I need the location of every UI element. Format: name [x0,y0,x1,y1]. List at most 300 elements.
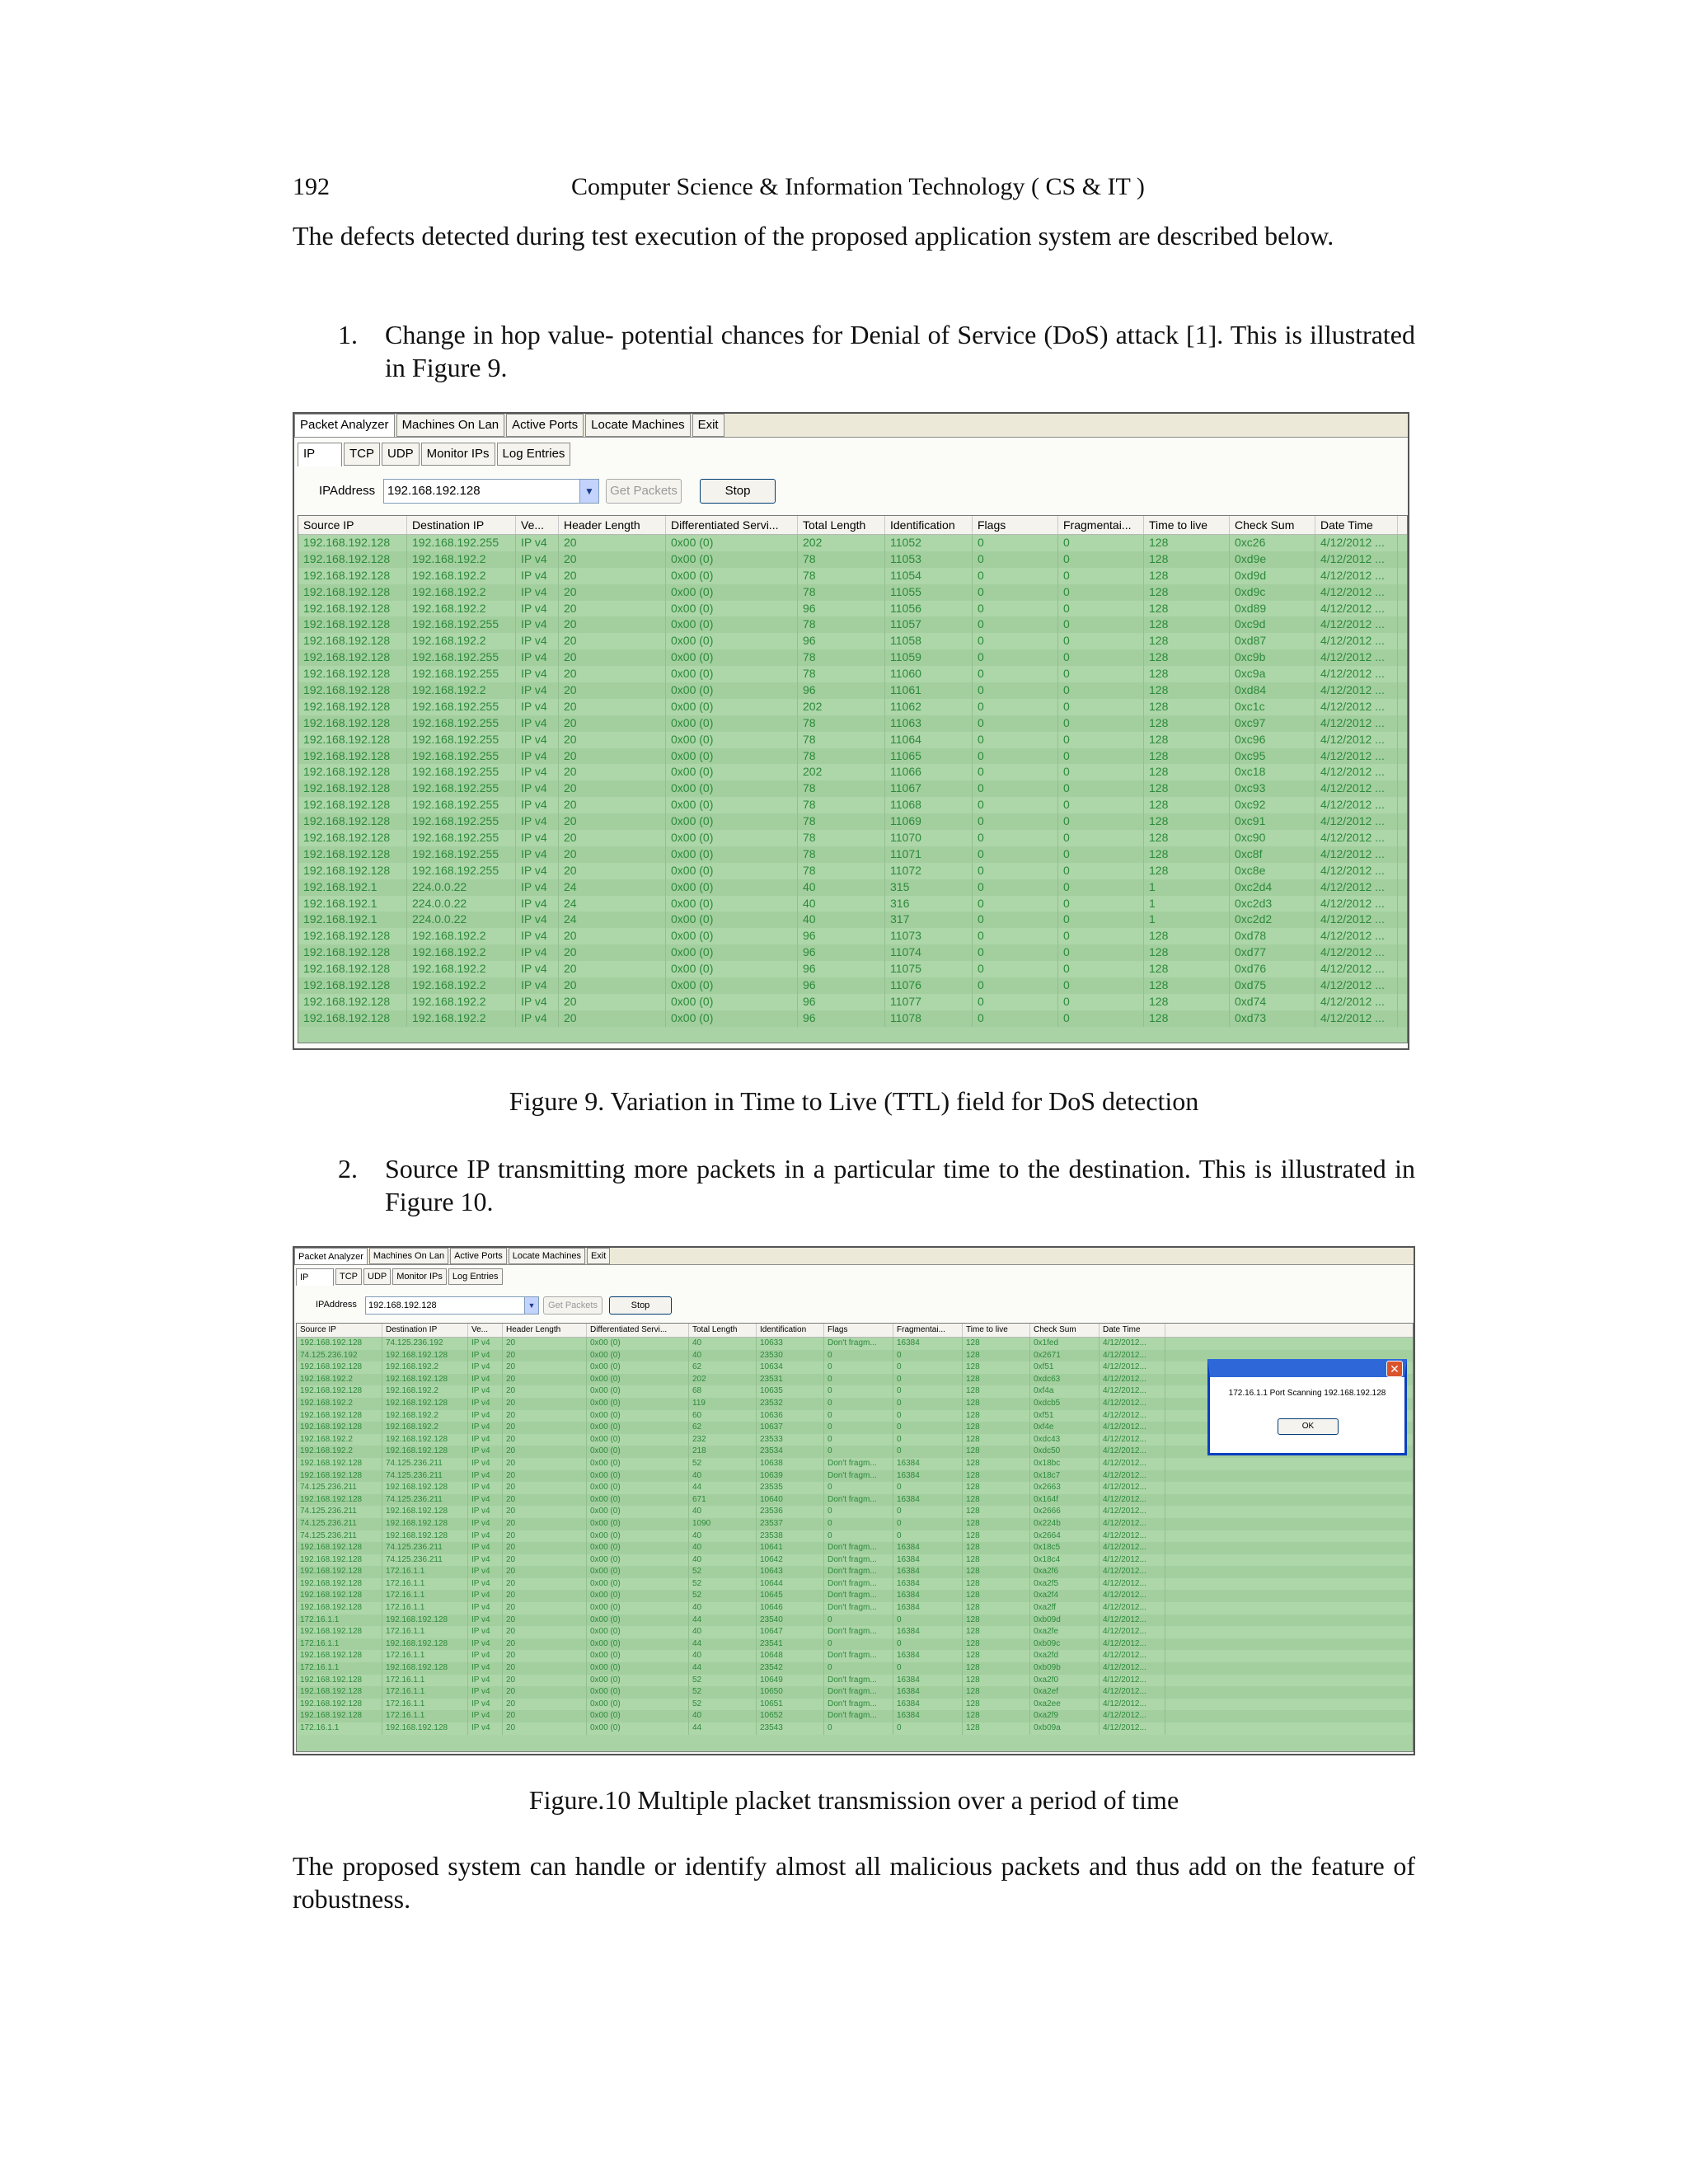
table-cell: 192.168.192.1 [298,896,407,912]
table-row[interactable] [297,1710,1413,1722]
table-cell: 0 [973,830,1058,846]
get-packets-button[interactable]: Get Packets [543,1296,603,1315]
table-cell: 0 [1058,813,1144,830]
table-cell: 0x00 (0) [587,1686,689,1699]
table-cell: IP v4 [516,748,559,765]
table-cell: 1 [1144,896,1230,912]
table-row[interactable] [297,1494,1413,1507]
tab-machines-on-lan[interactable]: Machines On Lan [396,414,505,437]
column-header[interactable]: Fragmentai... [1058,516,1144,534]
table-row[interactable] [298,682,1407,699]
table-cell: 96 [798,944,885,961]
tab-ip[interactable]: IP [296,1268,334,1286]
table-cell: 192.168.192.2 [407,584,516,601]
table-row[interactable] [298,797,1407,813]
tab-active-ports[interactable]: Active Ports [506,414,584,437]
table-row[interactable] [297,1338,1413,1350]
table-cell: 192.168.192.128 [298,601,407,617]
table-cell: 4/12/2012... [1100,1602,1165,1615]
table-cell: 172.16.1.1 [297,1615,382,1627]
table-cell: 4/12/2012... [1100,1494,1165,1507]
packet-grid[interactable] [298,515,1408,1043]
table-cell: 0 [973,764,1058,780]
table-cell: 74.125.236.211 [382,1554,468,1567]
table-cell: 20 [559,813,666,830]
table-cell: 20 [503,1422,587,1434]
table-cell: IP v4 [516,977,559,994]
table-cell: 0 [1058,616,1144,633]
table-cell: 0xa2fd [1030,1650,1100,1662]
tab-udp[interactable]: UDP [363,1268,391,1285]
table-cell: 0 [893,1361,963,1374]
table-cell: 0xa2f9 [1030,1710,1100,1722]
table-cell: 4/12/2012... [1100,1662,1165,1675]
column-header[interactable]: Flags [824,1324,893,1337]
table-row[interactable] [298,601,1407,617]
table-cell: 10635 [757,1385,824,1398]
table-cell: 16384 [893,1686,963,1699]
column-header[interactable]: Total Length [689,1324,757,1337]
table-cell: 78 [798,584,885,601]
table-row[interactable] [297,1615,1413,1627]
table-cell: 192.168.192.128 [298,977,407,994]
table-cell: IP v4 [468,1518,503,1530]
table-cell: 128 [1144,797,1230,813]
column-header[interactable]: Time to live [963,1324,1030,1337]
table-cell: 192.168.192.128 [297,1566,382,1578]
table-cell: 20 [503,1602,587,1615]
table-cell: 10644 [757,1578,824,1591]
table-cell: 192.168.192.255 [407,699,516,715]
column-header[interactable]: Header Length [559,516,666,534]
table-row[interactable] [298,780,1407,797]
table-row[interactable] [298,977,1407,994]
table-cell: 78 [798,649,885,666]
table-row[interactable] [297,1722,1413,1735]
table-row[interactable] [297,1578,1413,1591]
table-row[interactable] [298,830,1407,846]
table-cell: 192.168.192.255 [407,748,516,765]
table-row[interactable] [297,1675,1413,1687]
table-cell: IP v4 [516,961,559,977]
table-cell: 16384 [893,1338,963,1350]
table-cell: 317 [885,912,973,928]
table-row[interactable] [297,1650,1413,1662]
table-cell: IP v4 [516,699,559,715]
table-cell: 78 [798,846,885,863]
table-row[interactable] [298,699,1407,715]
table-cell: 96 [798,601,885,617]
table-row[interactable] [298,912,1407,928]
tab-tcp[interactable]: TCP [335,1268,362,1285]
stop-button[interactable]: Stop [700,479,776,504]
table-cell: IP v4 [516,535,559,551]
table-cell: 0 [973,863,1058,879]
chevron-down-icon[interactable]: ▼ [579,480,598,503]
table-cell: IP v4 [468,1361,503,1374]
close-icon[interactable]: ✕ [1386,1361,1403,1377]
table-cell: Don't fragm... [824,1542,893,1554]
table-cell: 4/12/2012 ... [1315,649,1398,666]
main-tabs [294,414,726,437]
table-row[interactable] [297,1638,1413,1651]
table-cell: 192.168.192.128 [298,732,407,748]
table-cell: 0 [1058,780,1144,797]
table-cell: 20 [503,1446,587,1458]
sub-tabs [296,1268,504,1291]
table-cell: 4/12/2012 ... [1315,535,1398,551]
table-cell: 4/12/2012... [1100,1626,1165,1638]
table-cell: 202 [798,535,885,551]
table-cell: IP v4 [516,666,559,682]
table-cell: 192.168.192.2 [407,633,516,649]
table-cell: 11055 [885,584,973,601]
table-row[interactable] [297,1530,1413,1543]
tab-tcp[interactable]: TCP [344,443,380,466]
column-header[interactable]: Source IP [297,1324,382,1337]
table-cell: 128 [1144,846,1230,863]
tab-machines-on-lan[interactable]: Machines On Lan [369,1248,448,1264]
tab-packet-analyzer[interactable]: Packet Analyzer [294,1248,368,1265]
table-cell: 315 [885,879,973,896]
column-header[interactable]: Date Time [1315,516,1398,534]
table-row[interactable] [298,1010,1407,1027]
table-cell: 0x00 (0) [587,1350,689,1362]
column-header[interactable]: Identification [885,516,973,534]
table-cell: 0 [1058,977,1144,994]
tab-monitor-ips[interactable]: Monitor IPs [392,1268,447,1285]
tab-exit[interactable]: Exit [587,1248,610,1264]
table-cell: 0 [973,732,1058,748]
table-cell: 10640 [757,1494,824,1507]
table-cell: 0xdc43 [1030,1434,1100,1446]
column-header[interactable]: Flags [973,516,1058,534]
table-cell: 0 [893,1374,963,1386]
table-cell: IP v4 [468,1626,503,1638]
table-row[interactable] [297,1566,1413,1578]
table-cell: 192.168.192.128 [298,1010,407,1027]
table-row[interactable] [298,863,1407,879]
column-header[interactable]: Source IP [298,516,407,534]
table-cell: 0x00 (0) [666,551,798,568]
table-cell: 20 [503,1338,587,1350]
table-row[interactable] [298,928,1407,944]
table-cell: 192.168.192.128 [298,748,407,765]
table-cell: 16384 [893,1542,963,1554]
get-packets-button[interactable]: Get Packets [606,479,682,504]
table-row[interactable] [298,896,1407,912]
table-cell: IP v4 [468,1578,503,1591]
table-row[interactable] [298,944,1407,961]
table-cell: 172.16.1.1 [382,1602,468,1615]
table-cell: Don't fragm... [824,1554,893,1567]
table-cell: 74.125.236.192 [297,1350,382,1362]
table-cell: 128 [1144,961,1230,977]
table-cell: IP v4 [468,1710,503,1722]
table-cell: 11074 [885,944,973,961]
table-cell: 52 [689,1590,757,1602]
table-cell: 128 [963,1446,1030,1458]
ip-address-select[interactable] [383,479,599,504]
table-row[interactable] [297,1518,1413,1530]
table-cell: Don't fragm... [824,1578,893,1591]
table-cell: 16384 [893,1650,963,1662]
table-cell: 0 [1058,715,1144,732]
table-row[interactable] [297,1626,1413,1638]
table-cell: 192.168.192.2 [297,1374,382,1386]
table-cell: 4/12/2012 ... [1315,682,1398,699]
table-cell: 0xd74 [1230,994,1315,1010]
table-cell: 0x00 (0) [587,1446,689,1458]
table-row[interactable] [297,1506,1413,1518]
table-row[interactable] [298,748,1407,765]
column-header[interactable]: Ve... [516,516,559,534]
table-cell: 192.168.192.2 [407,994,516,1010]
ip-address-select[interactable] [365,1296,539,1315]
table-cell: 192.168.192.255 [407,649,516,666]
table-cell: 4/12/2012... [1100,1398,1165,1410]
table-cell: 0xc26 [1230,535,1315,551]
table-cell: 40 [798,896,885,912]
table-cell: 0x00 (0) [666,896,798,912]
tab-log-entries[interactable]: Log Entries [448,1268,503,1285]
table-cell: 192.168.192.255 [407,535,516,551]
table-cell: 20 [559,732,666,748]
table-row[interactable] [298,994,1407,1010]
table-cell: 23534 [757,1446,824,1458]
column-header[interactable]: Check Sum [1030,1324,1100,1337]
table-cell: 0x00 (0) [587,1542,689,1554]
table-row[interactable] [298,813,1407,830]
table-cell: IP v4 [468,1650,503,1662]
table-row[interactable] [298,584,1407,601]
tab-active-ports[interactable]: Active Ports [450,1248,507,1264]
table-row[interactable] [297,1470,1413,1483]
table-cell: IP v4 [468,1434,503,1446]
table-row[interactable] [297,1699,1413,1711]
table-row[interactable] [297,1554,1413,1567]
table-cell: IP v4 [468,1350,503,1362]
table-cell: 192.168.192.128 [382,1530,468,1543]
table-cell: 20 [503,1470,587,1483]
table-cell: 4/12/2012... [1100,1458,1165,1470]
table-cell: 0 [824,1482,893,1494]
table-cell: 128 [963,1410,1030,1422]
table-cell: 11068 [885,797,973,813]
table-cell: 74.125.236.192 [382,1338,468,1350]
table-cell: 192.168.192.2 [407,1010,516,1027]
column-header[interactable]: Fragmentai... [893,1324,963,1337]
table-cell: 0xc9b [1230,649,1315,666]
table-cell: 128 [963,1590,1030,1602]
column-header[interactable]: Check Sum [1230,516,1315,534]
table-cell: 128 [963,1615,1030,1627]
stop-button[interactable]: Stop [609,1296,672,1315]
table-cell: 192.168.192.128 [298,616,407,633]
column-header[interactable]: Destination IP [407,516,516,534]
sub-tabs [298,443,572,466]
table-cell: 20 [503,1458,587,1470]
table-cell: 74.125.236.211 [297,1482,382,1494]
table-cell: 0xd75 [1230,977,1315,994]
table-row[interactable] [298,715,1407,732]
table-cell: 128 [1144,568,1230,584]
table-cell: 16384 [893,1710,963,1722]
tab-ip[interactable]: IP [298,443,342,466]
table-cell: 0xf51 [1030,1361,1100,1374]
table-cell: 0 [973,682,1058,699]
table-cell: 0x00 (0) [666,666,798,682]
ok-button[interactable]: OK [1278,1418,1339,1435]
table-cell: 40 [689,1338,757,1350]
table-cell: 4/12/2012 ... [1315,568,1398,584]
table-cell: 24 [559,896,666,912]
table-row[interactable] [298,535,1407,551]
table-cell: 0x00 (0) [666,568,798,584]
table-cell: 4/12/2012... [1100,1615,1165,1627]
column-header[interactable]: Header Length [503,1324,587,1337]
table-cell: 192.168.192.2 [297,1398,382,1410]
table-cell: 128 [1144,551,1230,568]
table-cell: 0 [824,1615,893,1627]
table-cell: 4/12/2012 ... [1315,748,1398,765]
table-row[interactable] [297,1458,1413,1470]
table-cell: 20 [559,601,666,617]
tab-udp[interactable]: UDP [382,443,420,466]
column-header[interactable]: Identification [757,1324,824,1337]
table-cell: IP v4 [516,584,559,601]
table-cell: 4/12/2012... [1100,1350,1165,1362]
table-row[interactable] [298,732,1407,748]
table-row[interactable] [298,764,1407,780]
table-cell: 128 [1144,633,1230,649]
table-cell: IP v4 [516,928,559,944]
table-cell: 0 [973,616,1058,633]
table-row[interactable] [298,666,1407,682]
table-cell: 0x18c7 [1030,1470,1100,1483]
table-cell: 192.168.192.128 [382,1446,468,1458]
table-cell: 4/12/2012... [1100,1578,1165,1591]
packet-analyzer-panel [294,1264,1414,1754]
column-header[interactable]: Time to live [1144,516,1230,534]
table-cell: 128 [1144,780,1230,797]
table-cell: 16384 [893,1578,963,1591]
table-row[interactable] [298,633,1407,649]
table-cell: 4/12/2012 ... [1315,715,1398,732]
table-cell: 128 [963,1699,1030,1711]
table-cell: 4/12/2012... [1100,1385,1165,1398]
table-cell: 11067 [885,780,973,797]
column-header[interactable]: Date Time [1100,1324,1165,1337]
table-cell: 128 [963,1338,1030,1350]
table-cell: 128 [963,1506,1030,1518]
table-row[interactable] [297,1542,1413,1554]
table-row[interactable] [298,616,1407,633]
tab-packet-analyzer[interactable]: Packet Analyzer [294,414,395,438]
table-row[interactable] [298,961,1407,977]
table-cell: 74.125.236.211 [297,1506,382,1518]
table-cell: 0xc95 [1230,748,1315,765]
table-cell: 128 [963,1566,1030,1578]
table-cell: 192.168.192.128 [382,1350,468,1362]
column-header[interactable]: Total Length [798,516,885,534]
column-header[interactable]: Ve... [468,1324,503,1337]
table-cell: 4/12/2012 ... [1315,863,1398,879]
table-cell: 0xc92 [1230,797,1315,813]
table-cell: 4/12/2012... [1100,1638,1165,1651]
table-cell: 4/12/2012 ... [1315,601,1398,617]
table-cell: 0x00 (0) [587,1361,689,1374]
tab-exit[interactable]: Exit [692,414,724,437]
column-header[interactable]: Differentiated Servi... [666,516,798,534]
tab-locate-machines[interactable]: Locate Machines [509,1248,585,1264]
table-cell: 20 [559,715,666,732]
table-cell: 0x00 (0) [666,649,798,666]
table-cell: IP v4 [516,912,559,928]
table-cell: 11065 [885,748,973,765]
table-cell: 128 [963,1662,1030,1675]
table-cell: 23533 [757,1434,824,1446]
table-cell: 74.125.236.211 [382,1470,468,1483]
table-cell: 0 [893,1722,963,1735]
table-cell: 23537 [757,1518,824,1530]
tab-monitor-ips[interactable]: Monitor IPs [421,443,495,466]
table-cell: 40 [689,1650,757,1662]
table-cell: 4/12/2012... [1100,1566,1165,1578]
table-cell: 192.168.192.255 [407,863,516,879]
table-cell: 0 [1058,764,1144,780]
table-row[interactable] [298,568,1407,584]
table-row[interactable] [298,879,1407,896]
table-cell: 4/12/2012 ... [1315,994,1398,1010]
table-row[interactable] [297,1590,1413,1602]
table-cell: 62 [689,1422,757,1434]
table-row[interactable] [297,1662,1413,1675]
table-cell: 0 [1058,994,1144,1010]
table-cell: 0xa2f6 [1030,1566,1100,1578]
table-cell: 4/12/2012 ... [1315,797,1398,813]
tab-locate-machines[interactable]: Locate Machines [585,414,690,437]
table-row[interactable] [298,551,1407,568]
table-row[interactable] [298,649,1407,666]
table-cell: 128 [1144,584,1230,601]
table-cell: 128 [963,1626,1030,1638]
table-row[interactable] [297,1602,1413,1615]
table-cell: 192.168.192.128 [297,1458,382,1470]
table-cell: 0 [1058,944,1144,961]
table-cell: 74.125.236.211 [382,1458,468,1470]
table-cell: 0xf51 [1030,1410,1100,1422]
tab-log-entries[interactable]: Log Entries [497,443,571,466]
table-cell: 4/12/2012 ... [1315,912,1398,928]
table-cell: 40 [689,1542,757,1554]
table-cell: 10633 [757,1338,824,1350]
table-cell: 192.168.192.128 [297,1590,382,1602]
table-cell: 0x00 (0) [666,780,798,797]
table-row[interactable] [297,1482,1413,1494]
table-row[interactable] [297,1686,1413,1699]
table-cell: 0x00 (0) [587,1518,689,1530]
table-row[interactable] [298,846,1407,863]
chevron-down-icon[interactable]: ▼ [524,1297,538,1314]
table-cell: 40 [689,1530,757,1543]
table-cell: 0x00 (0) [587,1458,689,1470]
column-header[interactable]: Differentiated Servi... [587,1324,689,1337]
table-cell: 4/12/2012... [1100,1470,1165,1483]
column-header[interactable]: Destination IP [382,1324,468,1337]
table-cell: 23536 [757,1506,824,1518]
table-cell: 192.168.192.255 [407,830,516,846]
